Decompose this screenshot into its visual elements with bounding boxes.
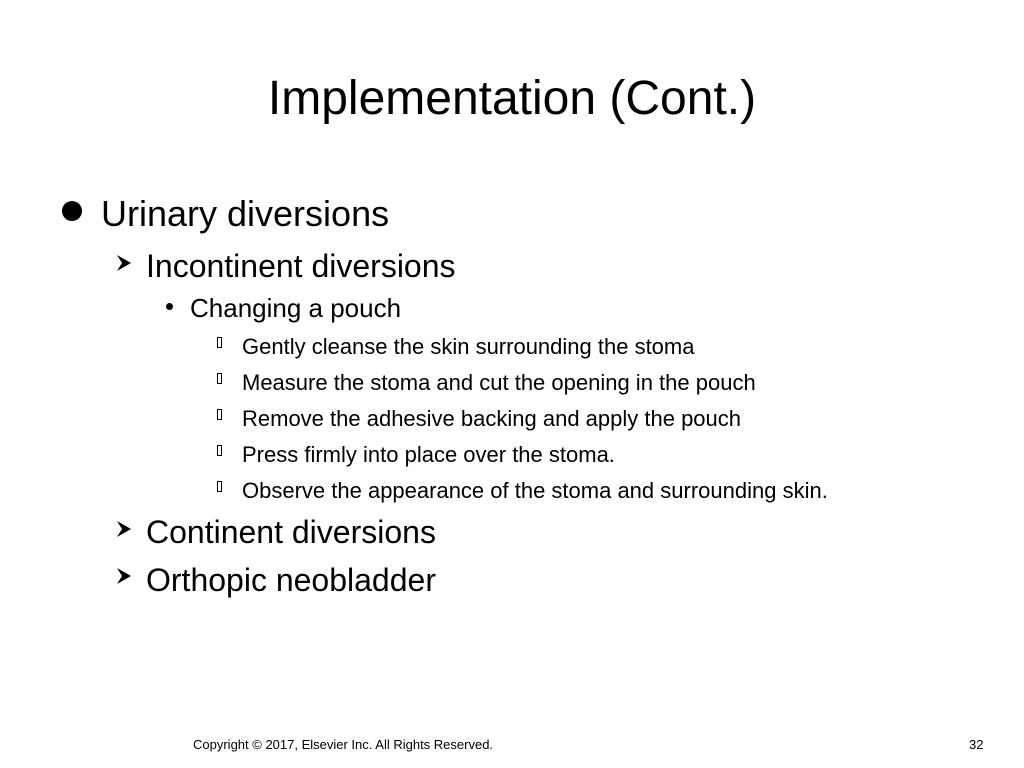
bullet-text: Press firmly into place over the stoma. [242,442,615,467]
bullet-text: Urinary diversions [101,193,390,234]
square-box-bullet-icon [217,481,222,492]
square-box-bullet-icon [217,445,222,456]
slide-title: Implementation (Cont.) [267,72,757,125]
bullet-text: Changing a pouch [190,293,402,323]
filled-circle-bullet-icon [62,201,82,221]
bullet-text: Orthopic neobladder [146,562,436,598]
bullet-text: Measure the stoma and cut the opening in the pouch [242,370,756,395]
small-dot-bullet-icon [166,303,173,310]
bullet-text: Remove the adhesive backing and apply the pouch [242,406,742,431]
square-box-bullet-icon [217,409,222,420]
page-number: 32 [969,737,984,752]
square-box-bullet-icon [217,337,222,348]
bullet-text: Observe the appearance of the stoma and surrounding skin. [242,478,828,503]
bullet-text: Gently cleanse the skin surrounding the stoma [242,334,695,359]
bullet-text: Continent diversions [146,514,436,550]
bullet-text: Incontinent diversions [146,248,456,284]
square-box-bullet-icon [217,373,222,384]
copyright-footer: Copyright © 2017, Elsevier Inc. All Rights Reserved. [193,737,494,752]
